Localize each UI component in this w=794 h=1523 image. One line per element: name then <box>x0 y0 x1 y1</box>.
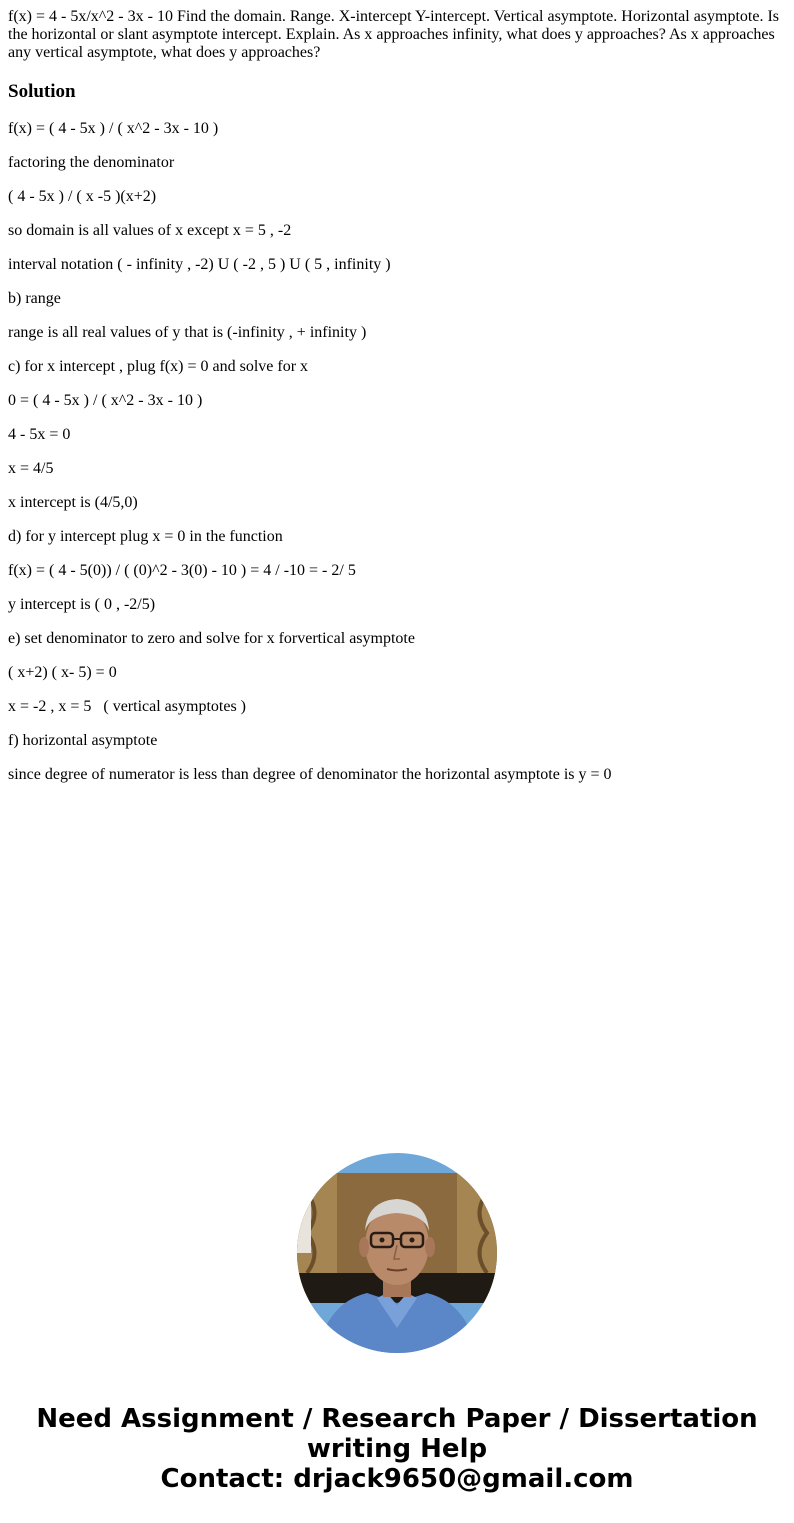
solution-step: x = -2 , x = 5 ( vertical asymptotes ) <box>8 698 246 715</box>
solution-step: d) for y intercept plug x = 0 in the function <box>8 528 283 545</box>
solution-step: b) range <box>8 290 61 307</box>
solution-step: range is all real values of y that is (-infinity , + infinity ) <box>8 324 367 341</box>
solution-step: x intercept is (4/5,0) <box>8 494 138 511</box>
solution-step: c) for x intercept , plug f(x) = 0 and solve for x <box>8 358 309 375</box>
solution-step: so domain is all values of x except x = 5 , -2 <box>8 222 292 239</box>
solution-step: f) horizontal asymptote <box>8 732 158 749</box>
solution-step: f(x) = ( 4 - 5(0)) / ( (0)^2 - 3(0) - 10 ) = 4 / -10 = - 2/ 5 <box>8 562 356 579</box>
solution-step: y intercept is ( 0 , -2/5) <box>8 596 156 613</box>
solution-step: f(x) = ( 4 - 5x ) / ( x^2 - 3x - 10 ) <box>8 120 219 137</box>
solution-step: 4 - 5x = 0 <box>8 426 71 443</box>
solution-step: 0 = ( 4 - 5x ) / ( x^2 - 3x - 10 ) <box>8 392 203 409</box>
solution-step: ( 4 - 5x ) / ( x -5 )(x+2) <box>8 188 157 205</box>
solution-step: interval notation ( - infinity , -2) U ( -2 , 5 ) U ( 5 , infinity ) <box>8 256 391 273</box>
solution-step: factoring the denominator <box>8 154 175 171</box>
solution-step: since degree of numerator is less than degree of denominator the horizontal asymptote is y = 0 <box>8 766 612 783</box>
author-portrait-image <box>297 1153 497 1353</box>
solution-step: ( x+2) ( x- 5) = 0 <box>8 664 117 681</box>
footer-contact <box>0 1404 794 1494</box>
footer-contact-email: Contact: drjack9650@gmail.com <box>160 1464 634 1494</box>
solution-heading: Solution <box>8 81 76 102</box>
solution-steps <box>8 120 786 800</box>
solution-step: e) set denominator to zero and solve for x forvertical asymptote <box>8 630 415 647</box>
question-text: f(x) = 4 - 5x/x^2 - 3x - 10 Find the domain. Range. X-intercept Y-intercept. Vertical asymptote. Horizontal asymptote. Is the horizontal or slant asymptote intercept. Explain. As x approaches infinity, what does y approaches? As x approaches any vertical asymptote, what does y approaches? <box>8 8 780 61</box>
solution-step: x = 4/5 <box>8 460 54 477</box>
footer-line-1: Need Assignment / Research Paper / Dissertation <box>36 1404 758 1434</box>
footer-line-2: writing Help <box>306 1434 488 1464</box>
author-avatar <box>297 1153 497 1353</box>
